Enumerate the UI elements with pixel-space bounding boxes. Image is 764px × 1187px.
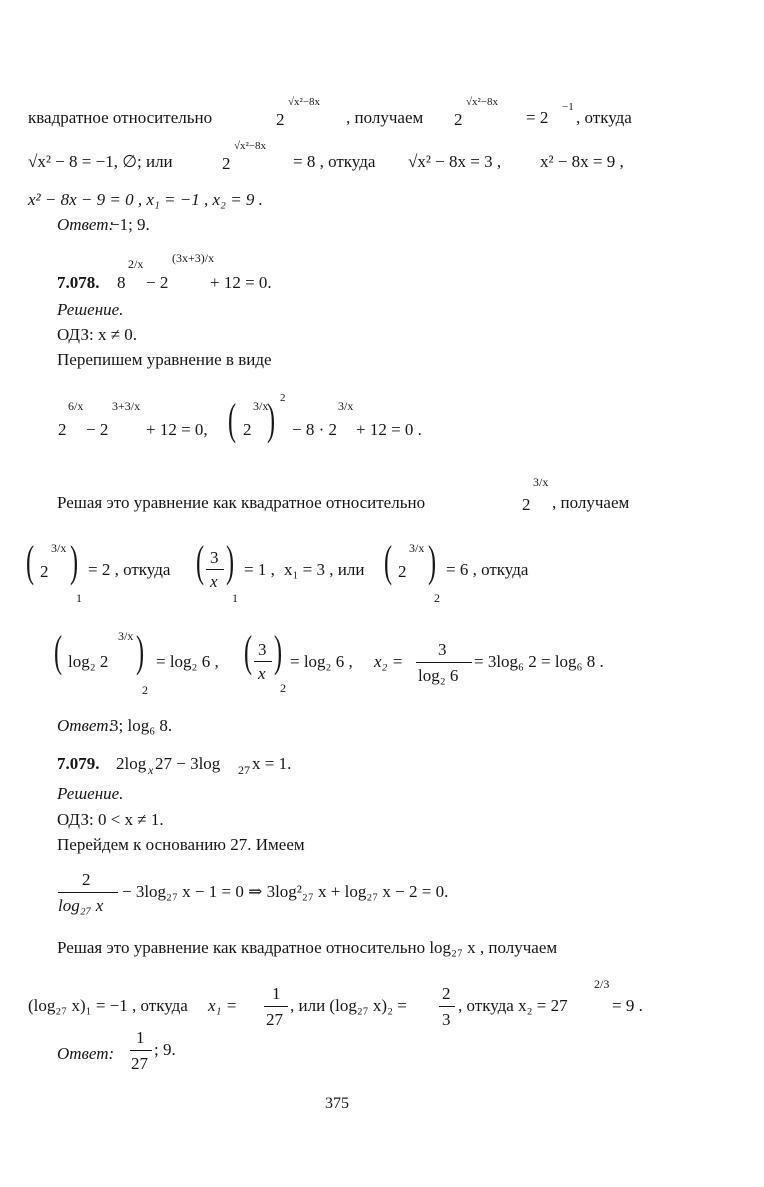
p078-r1-exp1: 3/x xyxy=(51,541,67,555)
p078-r1-c: x₁ = 3 , или xyxy=(284,560,365,579)
p079-r-c-frac-bar xyxy=(439,1006,455,1007)
p078-r2-paren-r2: ) xyxy=(274,627,283,676)
p079-eq-sub1: x xyxy=(148,763,154,777)
p078-solution: Решение. xyxy=(57,300,124,319)
p078-eq2-a: 2 xyxy=(58,420,67,439)
p078-answer-value: 3; log₆ 8. xyxy=(110,716,173,735)
intro-answer-label: Ответ: xyxy=(57,215,115,234)
p078-r1-paren-l2: ( xyxy=(196,537,205,586)
p078-r2-paren-l2: ( xyxy=(244,627,253,676)
p079-eq-sub2: 27 xyxy=(238,763,250,777)
p078-r2-e: = 3log₆ 2 = log₆ 8 . xyxy=(474,652,604,671)
intro-l1-base2: 2 xyxy=(454,110,463,129)
p078-eq2-e-exp: 3/x xyxy=(338,399,354,413)
p079-r-c: , или (log₂₇ x)₂ = xyxy=(290,996,407,1015)
intro-l2-c: √x² − 8x = 3 , xyxy=(408,152,502,171)
p079-r-b-frac-bar xyxy=(264,1006,288,1007)
intro-l2-base: 2 xyxy=(222,154,231,173)
p078-r2-frac-den: x xyxy=(258,664,266,683)
p078-eq2-f: + 12 = 0 . xyxy=(356,420,422,439)
p079-r-b-den: 27 xyxy=(266,1010,283,1029)
p078-r2-c: = log₂ 6 , xyxy=(290,652,353,671)
p079-answer-frac-bar xyxy=(130,1050,152,1051)
p078-eq-exp1: 2/x xyxy=(128,257,144,271)
p078-r2-a-exp: 3/x xyxy=(118,629,134,643)
p079-r-b-num: 1 xyxy=(272,984,281,1003)
p078-eq2-d: 2 xyxy=(243,420,252,439)
p079-solution: Решение. xyxy=(57,784,124,803)
intro-l1-d: , откуда xyxy=(576,108,632,127)
intro-l2-a: √x² − 8 = −1, ∅; или xyxy=(28,152,173,171)
p078-eq2-paren-left: ( xyxy=(228,395,237,444)
intro-l2-d: x² − 8x = 9 , xyxy=(540,152,624,171)
problem-078-number: 7.078. xyxy=(57,273,100,292)
p078-r2-frac-bar-main xyxy=(416,662,472,663)
p078-solving-end: , получаем xyxy=(552,493,630,512)
p078-eq2-d-exp: 3/x xyxy=(253,399,269,413)
p078-r2-den: log₂ 6 xyxy=(418,666,459,685)
p078-r2-d: x₂ = xyxy=(374,652,404,671)
intro-l1-exp: √x²−8x xyxy=(288,96,321,108)
p079-eq2-num: 2 xyxy=(82,870,91,889)
intro-l1-b: , получаем xyxy=(346,108,424,127)
intro-l1-exp2: √x²−8x xyxy=(466,96,499,108)
p079-r-d-exp: 2/3 xyxy=(594,977,610,991)
p078-r1-paren-r2: ) xyxy=(226,537,235,586)
p078-r1-frac-num: 3 xyxy=(210,548,219,567)
p078-r2-frac-num: 3 xyxy=(258,640,267,659)
p078-eq2-c: + 12 = 0, xyxy=(146,420,208,439)
intro-l2-b: = 8 , откуда xyxy=(293,152,376,171)
p078-r2-paren-r1: ) xyxy=(136,627,145,676)
intro-l1-c: = 2 xyxy=(526,108,549,127)
page-number: 375 xyxy=(325,1095,349,1112)
p078-odz: ОДЗ: x ≠ 0. xyxy=(57,325,138,344)
intro-line-1a: квадратное относительно xyxy=(28,108,213,127)
p078-r2-a: log₂ 2 xyxy=(68,652,109,671)
p079-eq2-rest: − 3log₂₇ x − 1 = 0 ⇒ 3log²₂₇ x + log₂₇ x − 2 = 0. xyxy=(122,882,449,901)
p079-transition: Перейдем к основанию 27. Имеем xyxy=(57,835,305,854)
p079-r-c-den: 3 xyxy=(442,1010,451,1029)
p079-eq-end: x = 1. xyxy=(252,754,292,773)
p078-eq-exp2: (3x+3)/x xyxy=(172,251,215,265)
intro-l3: x² − 8x − 9 = 0 , x₁ = −1 , x₂ = 9 . xyxy=(28,190,263,209)
p079-answer-num: 1 xyxy=(136,1028,145,1047)
p078-r2-num: 3 xyxy=(438,640,447,659)
p078-rewrite: Перепишем уравнение в виде xyxy=(57,350,272,369)
p078-r1-exp3: 3/x xyxy=(409,541,425,555)
p078-eq2-paren-right: ) xyxy=(267,395,276,444)
p078-r1-paren-l1: ( xyxy=(26,537,35,586)
p078-r1-b: = 1 , xyxy=(244,560,275,579)
p079-eq-mid: 27 − 3log xyxy=(155,754,221,773)
p078-eq-base1: 8 xyxy=(117,273,126,292)
p078-r2-sub2: 2 xyxy=(280,681,286,695)
p078-r1-d: = 6 , откуда xyxy=(446,560,529,579)
p078-r1-frac-bar xyxy=(206,569,224,570)
p079-answer-den: 27 xyxy=(131,1054,148,1073)
p079-r-c-num: 2 xyxy=(442,984,451,1003)
p078-r1-paren-l3: ( xyxy=(384,537,393,586)
p079-answer-label: Ответ: xyxy=(57,1044,115,1063)
p078-eq2-a-exp: 6/x xyxy=(68,399,84,413)
p078-eq-mid: − 2 xyxy=(146,273,169,292)
p079-r-a: (log₂₇ x)₁ = −1 , откуда xyxy=(28,996,188,1015)
p078-r1-sub3: 2 xyxy=(434,591,440,605)
p078-eq2-b-exp: 3+3/x xyxy=(112,399,141,413)
p078-r1-a: = 2 , откуда xyxy=(88,560,171,579)
p078-eq2-b: − 2 xyxy=(86,420,109,439)
p078-r1-base1: 2 xyxy=(40,562,49,581)
p078-answer-label: Ответ: xyxy=(57,716,115,735)
p078-solving: Решая это уравнение как квадратное относительно xyxy=(57,493,426,512)
p079-eq2-den: log₂₇ x xyxy=(58,896,104,915)
p078-r1-base3: 2 xyxy=(398,562,407,581)
p078-r2-b: = log₂ 6 , xyxy=(156,652,219,671)
p079-r-e: = 9 . xyxy=(612,996,643,1015)
p079-odz: ОДЗ: 0 < x ≠ 1. xyxy=(57,810,164,829)
p079-eq: 2log xyxy=(116,754,147,773)
intro-l2-exp: √x²−8x xyxy=(234,140,267,152)
p078-r1-frac-den: x xyxy=(210,572,218,591)
p078-eq-end: + 12 = 0. xyxy=(210,273,272,292)
p079-r-d: , откуда x₂ = 27 xyxy=(458,996,568,1015)
p079-eq2-frac-bar xyxy=(58,892,118,893)
p078-r1-sub2: 1 xyxy=(232,591,238,605)
p079-answer-end: ; 9. xyxy=(154,1040,176,1059)
p078-eq2-d-pow: 2 xyxy=(280,392,286,404)
p078-r1-paren-r1: ) xyxy=(70,537,79,586)
p078-r2-frac-bar xyxy=(254,661,272,662)
intro-l1-base: 2 xyxy=(276,110,285,129)
p078-r2-paren-l1: ( xyxy=(54,627,63,676)
p079-solving: Решая это уравнение как квадратное относительно log₂₇ x , получаем xyxy=(57,938,558,957)
p078-r2-sub1: 2 xyxy=(142,683,148,697)
p078-solving-base: 2 xyxy=(522,495,531,514)
intro-answer-value: −1; 9. xyxy=(110,215,150,234)
p079-r-b: x₁ = xyxy=(208,996,238,1015)
intro-l1-c-exp: −1 xyxy=(562,101,574,113)
problem-079-number: 7.079. xyxy=(57,754,100,773)
p078-r1-paren-r3: ) xyxy=(428,537,437,586)
p078-r1-sub1: 1 xyxy=(76,591,82,605)
p078-eq2-e: − 8 · 2 xyxy=(292,420,337,439)
p078-solving-exp: 3/x xyxy=(533,475,549,489)
